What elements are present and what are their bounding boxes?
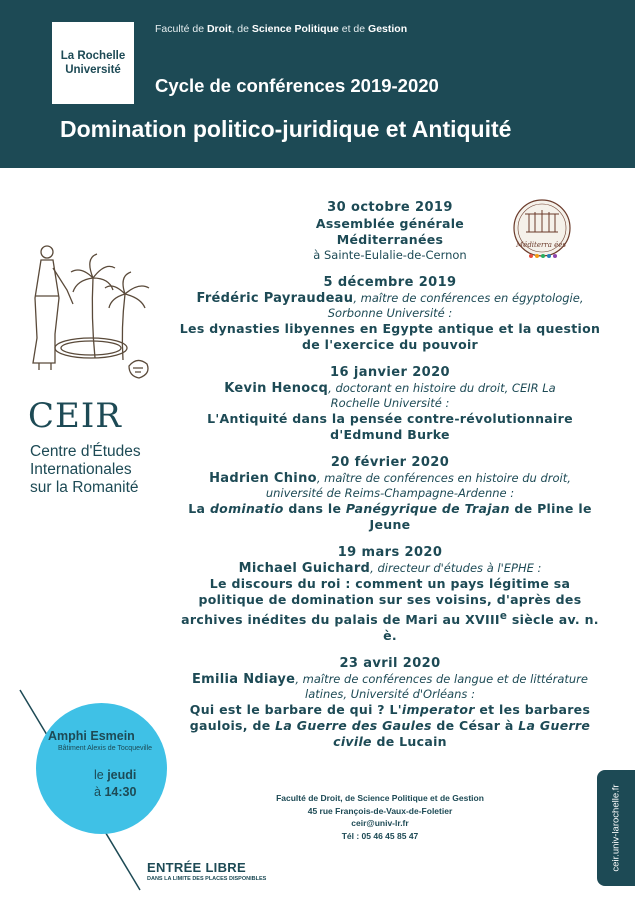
page-title: Domination politico-juridique et Antiquité: [60, 116, 512, 142]
mediterranees-logo-text: Méditerra ées: [516, 241, 566, 249]
talk-part-italic: dominatio: [209, 501, 284, 516]
speaker-name: Emilia Ndiaye: [192, 672, 296, 688]
side-url[interactable]: ceir.univ-larochelle.fr: [610, 784, 622, 872]
talk-part: de César à: [431, 718, 519, 734]
talk-title: Les dynasties libyennes en Egypte antique et la question de l'exercice du pouvoir: [179, 321, 601, 352]
entry-note: DANS LA LIMITE DES PLACES DISPONIBLES: [147, 876, 267, 882]
event-1: [175, 200, 605, 263]
talk-part-italic: imperator: [401, 702, 475, 718]
event-date: 16 janvier 2020: [330, 365, 450, 380]
event-speaker: [175, 561, 605, 576]
event-5: [175, 545, 605, 644]
venue-name: Amphi Esmein: [48, 729, 135, 743]
talk-part: et les barbares gaulois, de: [189, 702, 591, 734]
talk-title: L'Antiquité dans la pensée contre-révolutionnaire d'Edmund Burke: [207, 411, 573, 442]
venue-schedule: [94, 767, 136, 801]
time-prefix: à: [94, 785, 105, 799]
speaker-role-2: latines, Université d'Orléans :: [305, 687, 475, 702]
address-line-2: 45 rue François-de-Vaux-de-Foletier: [307, 805, 453, 816]
conference-program: [175, 200, 605, 762]
faculty-sep-2: et de: [338, 23, 369, 35]
event-speaker: [175, 381, 605, 396]
event-date: 20 février 2020: [330, 455, 450, 470]
faculty-droit: Droit: [206, 23, 232, 35]
contact-email[interactable]: ceir@univ-lr.fr: [351, 818, 409, 828]
speaker-name: Frédéric Payraudeau: [196, 291, 354, 306]
talk-part: dans le: [283, 501, 346, 516]
venue-day: [94, 767, 136, 784]
talk-part: Qui est le barbare de qui ? L': [189, 702, 402, 718]
speaker-role-2: Sorbonne Université :: [327, 306, 453, 320]
event-2: [175, 275, 605, 353]
speaker-role: , directeur d'études à l'EPHE :: [370, 561, 542, 575]
talk-title: [175, 501, 605, 533]
faculty-gestion: Gestion: [368, 23, 408, 35]
faculty-prefix: Faculté de: [155, 23, 207, 35]
ceir-illustration-icon: [25, 238, 165, 388]
faculty-sep-1: , de: [231, 23, 252, 35]
speaker-name: Michael Guichard: [238, 561, 371, 576]
speaker-role: , maître de conférences en égyptologie,: [353, 291, 584, 305]
speaker-role-2: Rochelle Université :: [330, 396, 450, 410]
logo-line-2: Université: [65, 64, 121, 76]
logo-line-1: La Rochelle: [60, 50, 126, 62]
event-date: 23 avril 2020: [339, 656, 441, 672]
address-line-1: Faculté de Droit, de Science Politique et de Gestion: [276, 793, 484, 803]
talk-part: de Pline le Jeune: [369, 501, 592, 532]
speaker-role: , maître de conférences de langue et de littérature: [295, 672, 588, 687]
talk-part-italic: La Guerre des Gaules: [275, 718, 432, 734]
talk-part-italic: Panégyrique de Trajan: [345, 501, 510, 516]
ceir-name-line-3: sur la Romanité: [30, 479, 139, 496]
ceir-acronym: CEIR: [28, 396, 122, 436]
speaker-name: Kevin Henocq: [224, 381, 329, 396]
speaker-role-2: université de Reims-Champagne-Ardenne :: [265, 486, 515, 500]
event-4: [175, 455, 605, 533]
event-speaker: [175, 471, 605, 486]
ceir-fullname: [30, 443, 141, 497]
event-place: à Sainte-Eulalie-de-Cernon: [313, 248, 467, 262]
venue-time: [94, 784, 136, 801]
contact-address: [255, 792, 505, 842]
speaker-role: , maître de conférences en histoire du droit,: [316, 471, 571, 485]
speaker-role: , doctorant en histoire du droit, CEIR La: [328, 381, 556, 395]
event-date: 5 décembre 2019: [323, 275, 457, 290]
faculty-science: Science Politique: [251, 23, 339, 35]
university-logo[interactable]: [52, 22, 134, 104]
header-banner: [0, 0, 635, 168]
day-prefix: le: [94, 768, 108, 782]
speaker-name: Hadrien Chino: [209, 471, 317, 486]
event-3: [175, 365, 605, 443]
faculty-line: [155, 23, 407, 35]
talk-part-italic: La Guerre civile: [333, 718, 591, 750]
event-line: Assemblée générale: [315, 216, 465, 231]
talk-superscript: e: [499, 610, 508, 622]
side-url-tab[interactable]: [597, 770, 635, 886]
time-value: 14:30: [104, 785, 137, 799]
talk-part: de Lucain: [371, 734, 447, 750]
talk-part: Le discours du roi : comment un pays légitime sa politique de domination sur ses voisins, d'après des archives inédites du palais de Mari au XVIII: [181, 576, 582, 628]
event-date: 19 mars 2020: [337, 545, 443, 560]
event-date: 30 octobre 2019: [327, 200, 453, 215]
talk-title: [175, 576, 605, 644]
venue-building: Bâtiment Alexis de Tocqueville: [58, 745, 153, 752]
talk-part: siècle av. n. è.: [383, 612, 599, 644]
event-speaker: [175, 291, 605, 306]
cycle-title: Cycle de conférences 2019-2020: [155, 75, 439, 96]
day-value: jeudi: [107, 768, 137, 782]
contact-phone[interactable]: Tél : 05 46 45 85 47: [341, 830, 419, 841]
ceir-name-line-1: Centre d'Études: [30, 443, 141, 460]
event-line: Méditerranées: [336, 232, 444, 247]
entry-label: ENTRÉE LIBRE: [147, 860, 246, 875]
talk-part: La: [188, 501, 210, 516]
ceir-name-line-2: Internationales: [30, 461, 132, 478]
